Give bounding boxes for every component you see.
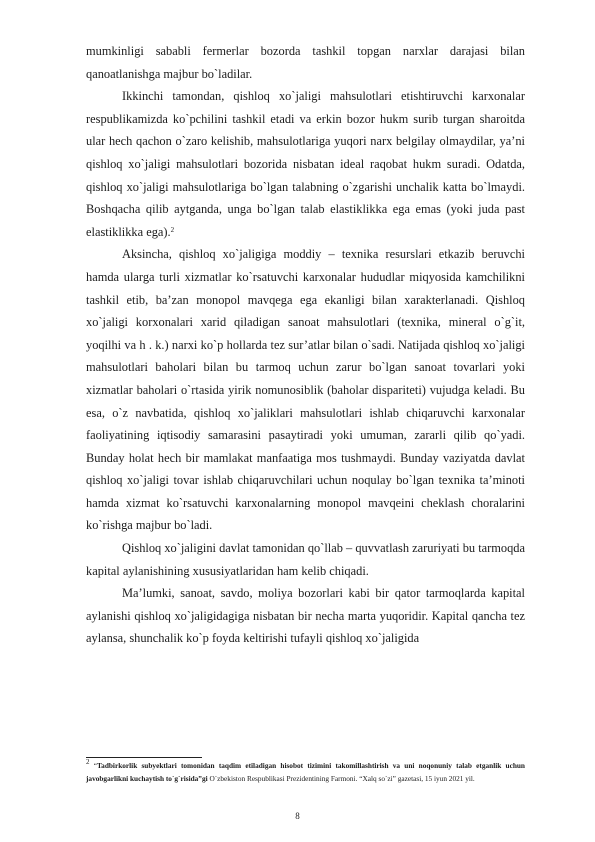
paragraph-capital-turnover: Ma’lumki, sanoat, savdo, moliya bozorlari kabi bir qator tarmoqlarda kapital aylanishi qishloq xo`jaligidagiga nisbatan bir necha marta yuqoridir. Kapital qancha tez aylansa, shunchalik ko`p foyda keltirishi tufayli qishloq xo`jaligida — [86, 586, 525, 646]
footnote-reference: 2 — [170, 225, 175, 234]
document-body — [86, 40, 525, 650]
paragraph-text: Ikkinchi tamondan, qishloq xo`jaligi mahsulotlari etishtiruvchi karxonalar respublikamizda ko`pchilini tashkil etadi va erkin bozor hukm surib turgan sharoitda ular hech qachon o`zaro kelishib, mahsulotlariga yuqori narx belgilay olmaydilar, ya’ni qishloq xo`jaligi mahsulotlari bozorida nisbatan ideal raqobat hukm suradi. Odatda, qishloq xo`jaligi mahsulotlariga bo`lgan talabning o`zgarishi unchalik katta bo`lmaydi. Boshqacha qilib aytganda, unga bo`lgan talab elastiklikka ega emas (yoki juda past elastiklikka ega). — [86, 89, 525, 239]
footnote-mark: 2 — [86, 758, 90, 766]
footnote-source: O`zbekiston Respublikasi Prezidentining Farmoni. “Xalq so`zi” gazetasi, 15 iyun 2021 yil. — [207, 773, 475, 783]
footnote — [86, 760, 525, 785]
paragraph-input-suppliers: Aksincha, qishloq xo`jaligiga moddiy – texnika resurslari etkazib beruvchi hamda ularga turli xizmatlar ko`rsatuvchi karxonalar hududlar miqyosida kamchilikni tashkil etib, ba’zan monopol mavqega ega ekanligi bilan xarakterlanadi. Qishloq xo`jaligi korxonalari xarid qiladigan sanoat mahsulotlari (texnika, mineral o`g`it, yoqilhi va h . k.) narxi ko`p hollarda tez sur’atlar bilan o`sadi. Natijada qishloq xo`jaligi mahsulotlari baholari bilan bu tarmoq uchun zarur bo`lgan sanoat tovarlari yoki xizmatlar baholari o`rtasida yirik nomunosiblik (baholar dispariteti) vujudga keladi. Bu esa, o`z navbatida, qishloq xo`jaliklari mahsulotlari ishlab chiqaruvchi karxonalar faoliyatining iqtisodiy samarasini pasaytiradi yoki umuman, zararli qilib qo`yadi. Bunday holat hech bir mamlakat manfaatiga mos tushmaydi. Bunday vaziyatda davlat qishloq xo`jaligi tovar ishlab chiqaruvchilari uchun noqulay bo`lgan texnika ta’minoti hamda xizmat ko`rsatuvchi karxonalarning monopol mavqeini cheklash choralarini ko`rishga majbur bo`ladi. — [86, 247, 525, 533]
paragraph-second-side — [86, 85, 525, 243]
footnote-title: Tadbirkorlik subyektlari tomonidan taqdim etiladigan hisobot tizimini takomillashtirish va uni noqonuniy talab etganlik uchun javobgarlikni kuchaytish to`g`risida”gi — [86, 761, 525, 783]
paragraph-continuation: mumkinligi sababli fermerlar bozorda tashkil topgan narxlar darajasi bilan qanoatlanishga majbur bo`ladilar. — [86, 44, 525, 81]
footnote-separator — [86, 757, 202, 758]
footnote-open-quote: “ — [93, 761, 97, 770]
paragraph-state-support: Qishloq xo`jaligini davlat tamonidan qo`llab – quvvatlash zaruriyati bu tarmoqda kapital aylanishining xususiyatlaridan ham kelib chiqadi. — [86, 541, 525, 578]
page-number: 8 — [295, 811, 300, 821]
